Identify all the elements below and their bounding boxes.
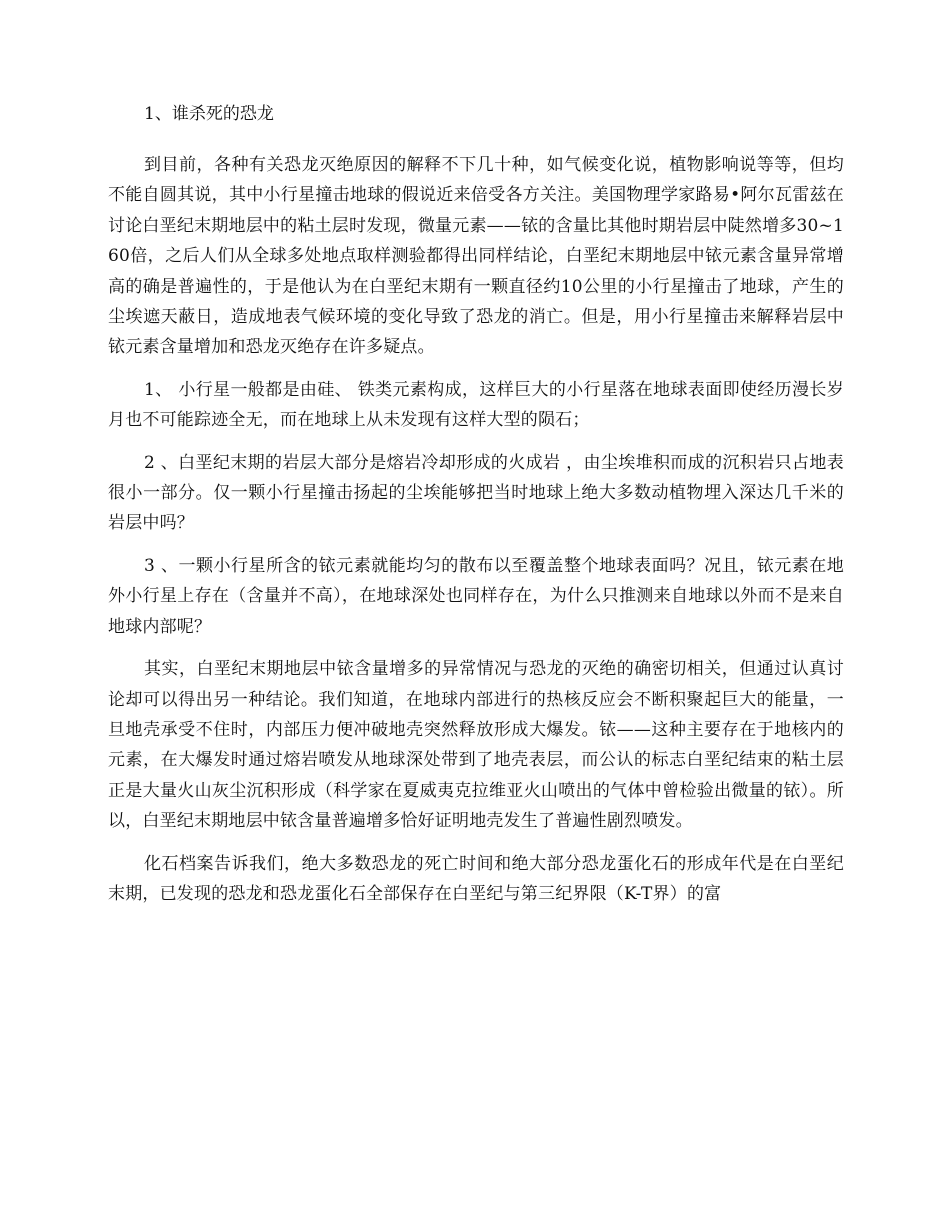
paragraph-volcano-theory: 其实，白垩纪末期地层中铱含量增多的异常情况与恐龙的灭绝的确密切相关，但通过认真讨论却可以得出另一种结论。我们知道，在地球内部进行的热核反应会不断积聚起巨大的能量，一旦地壳承受不住时，内部压力便冲破地壳突然释放形成大爆发。铱——这种主要存在于地核内的元素，在大爆发时通过熔岩喷发从地球深处带到了地壳表层，而公认的标志白垩纪结束的粘土层正是大量火山灰尘沉积形成（科学家在夏威夷克拉维亚火山喷出的气体中曾检验出微量的铱）。所以，白垩纪末期地层中铱含量普遍增多恰好证明地壳发生了普遍性剧烈喷发。 xyxy=(108,659,844,832)
document-body xyxy=(108,99,844,909)
paragraph-intro: 到目前，各种有关恐龙灭绝原因的解释不下几十种，如气候变化说，植物影响说等等，但均不能自圆其说，其中小行星撞击地球的假说近来倍受各方关注。美国物理学家路易•阿尔瓦雷兹在讨论白垩纪末期地层中的粘土层时发现，微量元素——铱的含量比其他时期岩层中陡然增多30~160倍，之后人们从全球多处地点取样测验都得出同样结论，白垩纪末期地层中铱元素含量异常增高的确是普遍性的，于是他认为在白垩纪末期有一颗直径约10公里的小行星撞击了地球，产生的尘埃遮天蔽日，造成地表气候环境的变化导致了恐龙的消亡。但是，用小行星撞击来解释岩层中铱元素含量增加和恐龙灭绝存在许多疑点。 xyxy=(108,155,844,358)
paragraph-doubt-3: 3 、一颗小行星所含的铱元素就能均匀的散布以至覆盖整个地球表面吗？况且，铱元素在地外小行星上存在（含量并不高），在地球深处也同样存在，为什么只推测来自地球以外而不是来自地球内部呢？ xyxy=(108,555,844,637)
section-heading: 1、谁杀死的恐龙 xyxy=(144,104,274,124)
paragraph-doubt-2: 2 、白垩纪末期的岩层大部分是熔岩冷却形成的火成岩 ，由尘埃堆积而成的沉积岩只占地表很小一部分。仅一颗小行星撞击扬起的尘埃能够把当时地球上绝大多数动植物埋入深达几千米的岩层中吗？ xyxy=(108,452,844,534)
paragraph-fossil-record: 化石档案告诉我们，绝大多数恐龙的死亡时间和绝大部分恐龙蛋化石的形成年代是在白垩纪末期，已发现的恐龙和恐龙蛋化石全部保存在白垩纪与第三纪界限（K-T界）的富 xyxy=(108,853,844,904)
paragraph-doubt-1: 1、 小行星一般都是由硅、 铁类元素构成，这样巨大的小行星落在地球表面即使经历漫长岁月也不可能踪迹全无，而在地球上从未发现有这样大型的陨石； xyxy=(108,379,844,431)
